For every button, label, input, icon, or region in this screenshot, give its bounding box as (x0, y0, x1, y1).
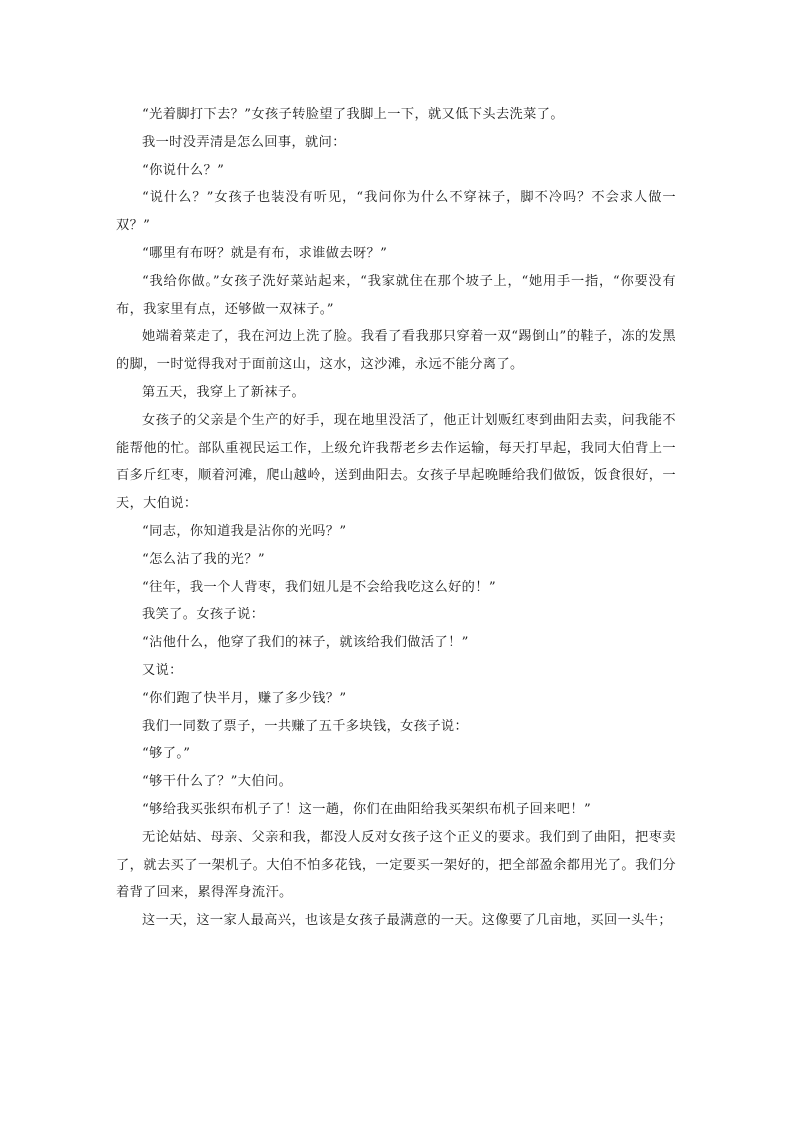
paragraph: “够给我买张织布机子了！这一趟，你们在曲阳给我买架织布机子回来吧！” (142, 801, 592, 817)
paragraph: 我笑了。女孩子说： (142, 607, 265, 623)
paragraph: “沾他什么，他穿了我们的袜子，就该给我们做活了！” (142, 635, 469, 651)
paragraph: “同志，你知道我是沾你的光吗？” (142, 523, 347, 539)
paragraph: 又说： (142, 662, 183, 678)
paragraph: 我们一同数了票子，一共赚了五千多块钱，女孩子说： (142, 718, 469, 734)
paragraph: “怎么沾了我的光？” (142, 551, 265, 567)
paragraph: “说什么？”女孩子也装没有听见，“我问你为什么不穿袜子，脚不冷吗？不会求人做一双？” (116, 190, 676, 234)
paragraph: “你们跑了快半月，赚了多少钱？” (142, 690, 347, 706)
paragraph: “够干什么了？”大伯问。 (142, 774, 293, 790)
paragraph: “光着脚打下去？”女孩子转脸望了我脚上一下，就又低下头去洗菜了。 (142, 107, 564, 122)
story-text (116, 101, 676, 935)
paragraph: 我一时没弄清是怎么回事，就问： (142, 134, 346, 150)
paragraph: “哪里有布呀？就是有布，求谁做去呀？” (142, 245, 388, 261)
paragraph: 女孩子的父亲是个生产的好手，现在地里没活了，他正计划贩红枣到曲阳去卖，问我能不能帮他的忙。部队重视民运工作，上级允许我帮老乡去作运输，每天打早起，我同大伯背上一百多斤红枣，顺着河滩，爬山越岭，送到曲阳去。女孩子早起晚睡给我们做饭，饭食很好，一天，大伯说： (116, 412, 676, 512)
paragraph: 这一天，这一家人最高兴，也该是女孩子最满意的一天。这像要了几亩地，买回一头牛； (142, 913, 672, 929)
paragraph: 无论姑姑、母亲、父亲和我，都没人反对女孩子这个正义的要求。我们到了曲阳，把枣卖了，就去买了一架机子。大伯不怕多花钱，一定要买一架好的，把全部盈余都用光了。我们分着背了回来，累得浑身流汗。 (116, 829, 676, 901)
paragraph: 她端着菜走了，我在河边上洗了脸。我看了看我那只穿着一双“踢倒山”的鞋子，冻的发黑的脚，一时觉得我对于面前这山，这水，这沙滩，永远不能分离了。 (116, 329, 676, 373)
paragraph: “我给你做。”女孩子洗好菜站起来，“我家就住在那个坡子上，“她用手一指，“你要没有布，我家里有点，还够做一双袜子。” (116, 273, 676, 317)
paragraph: “你说什么？” (142, 162, 225, 178)
paragraph: “往年，我一个人背枣，我们妞儿是不会给我吃这么好的！” (142, 579, 496, 595)
paragraph: “够了。” (142, 746, 191, 762)
paragraph: 第五天，我穿上了新袜子。 (142, 384, 306, 400)
